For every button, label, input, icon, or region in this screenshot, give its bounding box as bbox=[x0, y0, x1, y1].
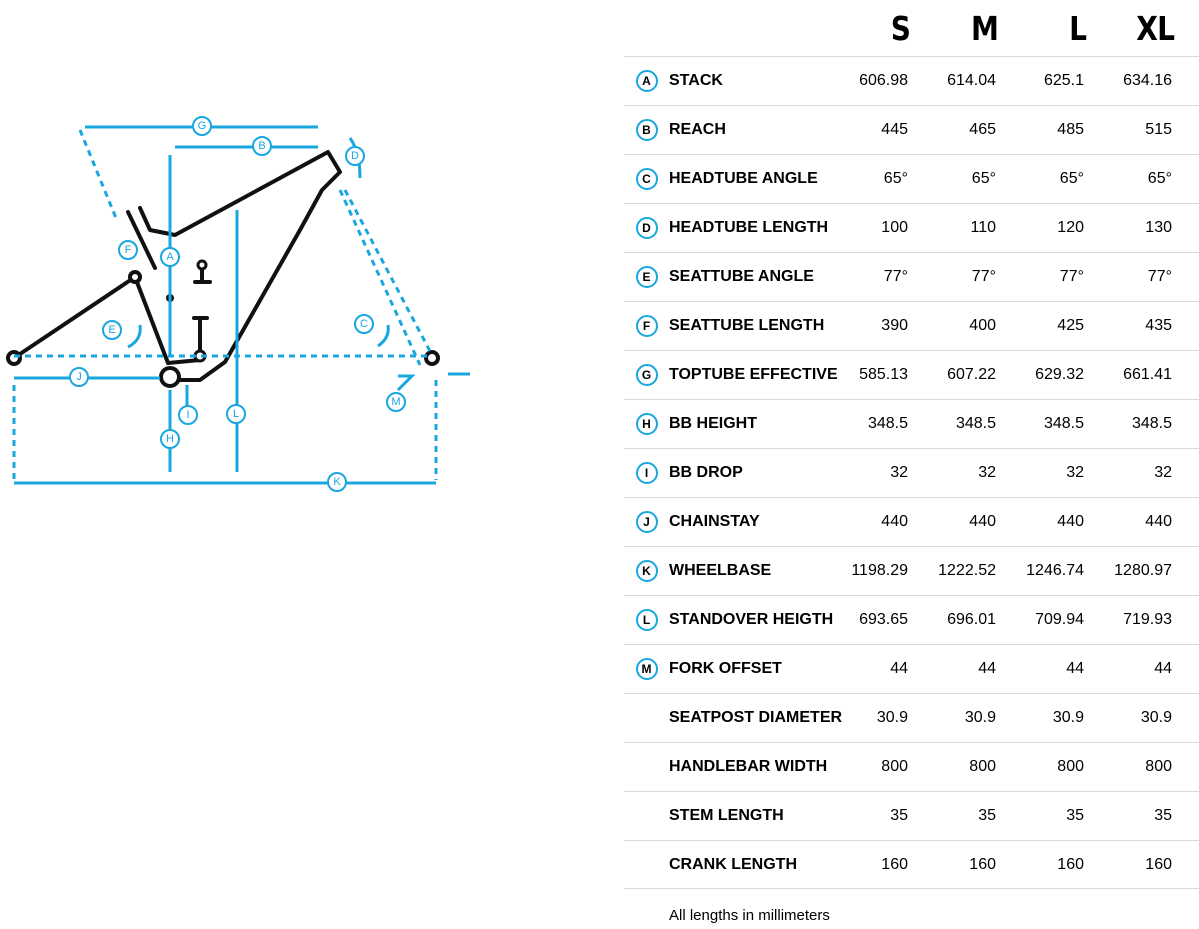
badge-cell bbox=[624, 168, 669, 190]
badge-cell bbox=[624, 266, 669, 288]
table-row bbox=[624, 399, 1199, 448]
row-value: 32 bbox=[978, 464, 996, 481]
row-value: 1222.52 bbox=[938, 562, 996, 579]
row-value: 160 bbox=[969, 855, 996, 873]
row-value: 160 bbox=[1057, 855, 1084, 873]
row-badge: D bbox=[636, 217, 658, 239]
svg-text:C: C bbox=[360, 318, 368, 330]
row-label: SEATPOST DIAMETER bbox=[669, 709, 843, 726]
size-l-header: L bbox=[1069, 8, 1087, 48]
row-value: 1280.97 bbox=[1114, 562, 1172, 579]
row-value: 515 bbox=[1145, 121, 1172, 138]
row-badge: I bbox=[636, 462, 658, 484]
row-value: 35 bbox=[1154, 807, 1172, 824]
row-value: 44 bbox=[890, 660, 908, 677]
row-value: 32 bbox=[1154, 464, 1172, 481]
badge-cell bbox=[624, 70, 669, 92]
table-row bbox=[624, 56, 1199, 105]
row-label: CRANK LENGTH bbox=[669, 855, 797, 873]
row-value: 77° bbox=[971, 268, 996, 285]
row-value: 65° bbox=[883, 170, 908, 187]
row-badge: G bbox=[636, 364, 658, 386]
row-label: SEATTUBE LENGTH bbox=[669, 317, 825, 334]
diagram-tag-L bbox=[227, 405, 245, 423]
row-value: 35 bbox=[1066, 807, 1084, 824]
row-value: 661.41 bbox=[1123, 366, 1172, 383]
svg-text:F: F bbox=[124, 244, 132, 256]
row-value: 348.5 bbox=[1131, 415, 1172, 432]
table-row bbox=[624, 644, 1199, 693]
row-value: 160 bbox=[881, 855, 908, 873]
row-value: 30.9 bbox=[876, 709, 908, 726]
row-value: 425 bbox=[1057, 317, 1084, 334]
row-value: 110 bbox=[970, 219, 996, 236]
row-badge: E bbox=[636, 266, 658, 288]
table-row bbox=[624, 252, 1199, 301]
row-value: 32 bbox=[890, 464, 908, 481]
svg-text:H: H bbox=[166, 433, 174, 445]
table-row bbox=[624, 791, 1199, 840]
row-value: 800 bbox=[1057, 758, 1084, 775]
bike-frame bbox=[8, 152, 438, 386]
table-row bbox=[624, 742, 1199, 791]
row-value: 35 bbox=[890, 807, 908, 824]
diagram-tag-A bbox=[161, 248, 179, 266]
row-badge: A bbox=[636, 70, 658, 92]
row-value: 1246.74 bbox=[1026, 562, 1084, 579]
row-value: 390 bbox=[881, 317, 908, 334]
row-value: 77° bbox=[1059, 268, 1084, 285]
row-value: 65° bbox=[971, 170, 996, 187]
svg-text:L: L bbox=[232, 408, 240, 420]
diagram-tag-E bbox=[103, 321, 121, 339]
table-row bbox=[624, 203, 1199, 252]
table-row bbox=[624, 448, 1199, 497]
svg-text:A: A bbox=[166, 251, 174, 263]
row-label: STACK bbox=[669, 72, 723, 89]
row-value: 606.98 bbox=[859, 72, 908, 89]
row-value: 35 bbox=[978, 807, 996, 824]
row-value: 130 bbox=[1145, 219, 1172, 236]
diagram-tag-F bbox=[119, 241, 137, 259]
table-row bbox=[624, 105, 1199, 154]
row-value: 800 bbox=[1145, 758, 1172, 775]
row-value: 400 bbox=[969, 317, 996, 334]
row-value: 440 bbox=[1145, 513, 1172, 530]
row-value: 800 bbox=[969, 758, 996, 775]
row-badge: C bbox=[636, 168, 658, 190]
row-value: 44 bbox=[978, 660, 996, 677]
svg-text:E: E bbox=[108, 324, 116, 336]
svg-text:B: B bbox=[258, 140, 266, 152]
row-value: 348.5 bbox=[867, 415, 908, 432]
diagram-tag-B bbox=[253, 137, 271, 155]
diagram-tag-J bbox=[70, 368, 88, 386]
row-value: 465 bbox=[969, 121, 996, 138]
row-badge: H bbox=[636, 413, 658, 435]
badge-cell bbox=[624, 609, 669, 631]
table-row bbox=[624, 350, 1199, 399]
svg-text:D: D bbox=[351, 150, 359, 162]
svg-text:M: M bbox=[391, 396, 401, 408]
row-value: 629.32 bbox=[1035, 366, 1084, 383]
row-label: STEM LENGTH bbox=[669, 807, 784, 824]
badge-cell bbox=[624, 119, 669, 141]
row-value: 348.5 bbox=[955, 415, 996, 432]
row-badge: J bbox=[636, 511, 658, 533]
row-value: 30.9 bbox=[1052, 709, 1084, 726]
row-value: 709.94 bbox=[1035, 611, 1084, 628]
row-value: 435 bbox=[1145, 317, 1172, 334]
row-value: 30.9 bbox=[1140, 709, 1172, 726]
row-value: 77° bbox=[883, 268, 908, 285]
size-m-header: M bbox=[971, 8, 999, 48]
row-value: 634.16 bbox=[1123, 72, 1172, 89]
units-note: All lengths in millimeters bbox=[669, 907, 830, 924]
table-row bbox=[624, 154, 1199, 203]
row-badge: L bbox=[636, 609, 658, 631]
row-value: 44 bbox=[1066, 660, 1084, 677]
row-value: 77° bbox=[1147, 268, 1172, 285]
row-badge: K bbox=[636, 560, 658, 582]
badge-cell bbox=[624, 217, 669, 239]
dimension-lines bbox=[14, 127, 470, 483]
row-value: 440 bbox=[881, 513, 908, 530]
row-value: 120 bbox=[1057, 219, 1084, 236]
row-label: HEADTUBE ANGLE bbox=[669, 170, 818, 187]
table-row bbox=[624, 840, 1199, 889]
row-value: 65° bbox=[1059, 170, 1084, 187]
row-value: 440 bbox=[1057, 513, 1084, 530]
row-badge: F bbox=[636, 315, 658, 337]
row-value: 100 bbox=[881, 219, 908, 236]
svg-text:G: G bbox=[197, 120, 207, 132]
table-row bbox=[624, 497, 1199, 546]
row-value: 614.04 bbox=[947, 72, 996, 89]
row-badge: B bbox=[636, 119, 658, 141]
row-value: 30.9 bbox=[964, 709, 996, 726]
row-value: 445 bbox=[881, 121, 908, 138]
row-label: HEADTUBE LENGTH bbox=[669, 219, 829, 236]
table-row bbox=[624, 693, 1199, 742]
row-badge: M bbox=[636, 658, 658, 680]
row-value: 693.65 bbox=[859, 611, 908, 628]
table-row bbox=[624, 301, 1199, 350]
row-label: WHEELBASE bbox=[669, 562, 772, 579]
geometry-table bbox=[624, 0, 1199, 924]
diagram-tag-D bbox=[346, 147, 364, 165]
row-label: TOPTUBE EFFECTIVE bbox=[669, 366, 838, 383]
diagram-tag-G bbox=[193, 117, 211, 135]
svg-text:K: K bbox=[333, 476, 341, 488]
size-header bbox=[624, 0, 1199, 56]
row-label: REACH bbox=[669, 121, 726, 138]
row-label: HANDLEBAR WIDTH bbox=[669, 758, 828, 775]
diagram-tag-M bbox=[387, 393, 405, 411]
badge-cell bbox=[624, 315, 669, 337]
row-value: 440 bbox=[969, 513, 996, 530]
row-label: STANDOVER HEIGTH bbox=[669, 611, 834, 628]
row-label: SEATTUBE ANGLE bbox=[669, 268, 814, 285]
row-value: 585.13 bbox=[859, 366, 908, 383]
row-value: 44 bbox=[1154, 660, 1172, 677]
row-label: BB DROP bbox=[669, 464, 743, 481]
badge-cell bbox=[624, 462, 669, 484]
row-value: 65° bbox=[1147, 170, 1172, 187]
diagram-tag-C bbox=[355, 315, 373, 333]
table-row bbox=[624, 546, 1199, 595]
svg-text:J: J bbox=[76, 371, 82, 383]
row-value: 1198.29 bbox=[851, 562, 908, 579]
table-row bbox=[624, 595, 1199, 644]
row-value: 719.93 bbox=[1123, 611, 1172, 628]
row-label: FORK OFFSET bbox=[669, 660, 782, 677]
row-value: 485 bbox=[1057, 121, 1084, 138]
badge-cell bbox=[624, 364, 669, 386]
badge-cell bbox=[624, 658, 669, 680]
row-value: 800 bbox=[881, 758, 908, 775]
badge-cell bbox=[624, 560, 669, 582]
row-value: 696.01 bbox=[947, 611, 996, 628]
diagram-tag-H bbox=[161, 430, 179, 448]
row-value: 607.22 bbox=[947, 366, 996, 383]
row-label: BB HEIGHT bbox=[669, 415, 757, 432]
row-label: CHAINSTAY bbox=[669, 513, 760, 530]
svg-text:I: I bbox=[186, 409, 190, 421]
badge-cell bbox=[624, 413, 669, 435]
row-value: 160 bbox=[1145, 855, 1172, 873]
diagram-tag-K bbox=[328, 473, 346, 491]
geometry-diagram bbox=[0, 100, 480, 520]
row-value: 625.1 bbox=[1043, 72, 1084, 89]
row-value: 348.5 bbox=[1043, 415, 1084, 432]
diagram-tag-I bbox=[179, 406, 197, 424]
size-xl-header: XL bbox=[1136, 8, 1175, 48]
size-s-header: S bbox=[890, 8, 911, 48]
row-value: 32 bbox=[1066, 464, 1084, 481]
badge-cell bbox=[624, 511, 669, 533]
